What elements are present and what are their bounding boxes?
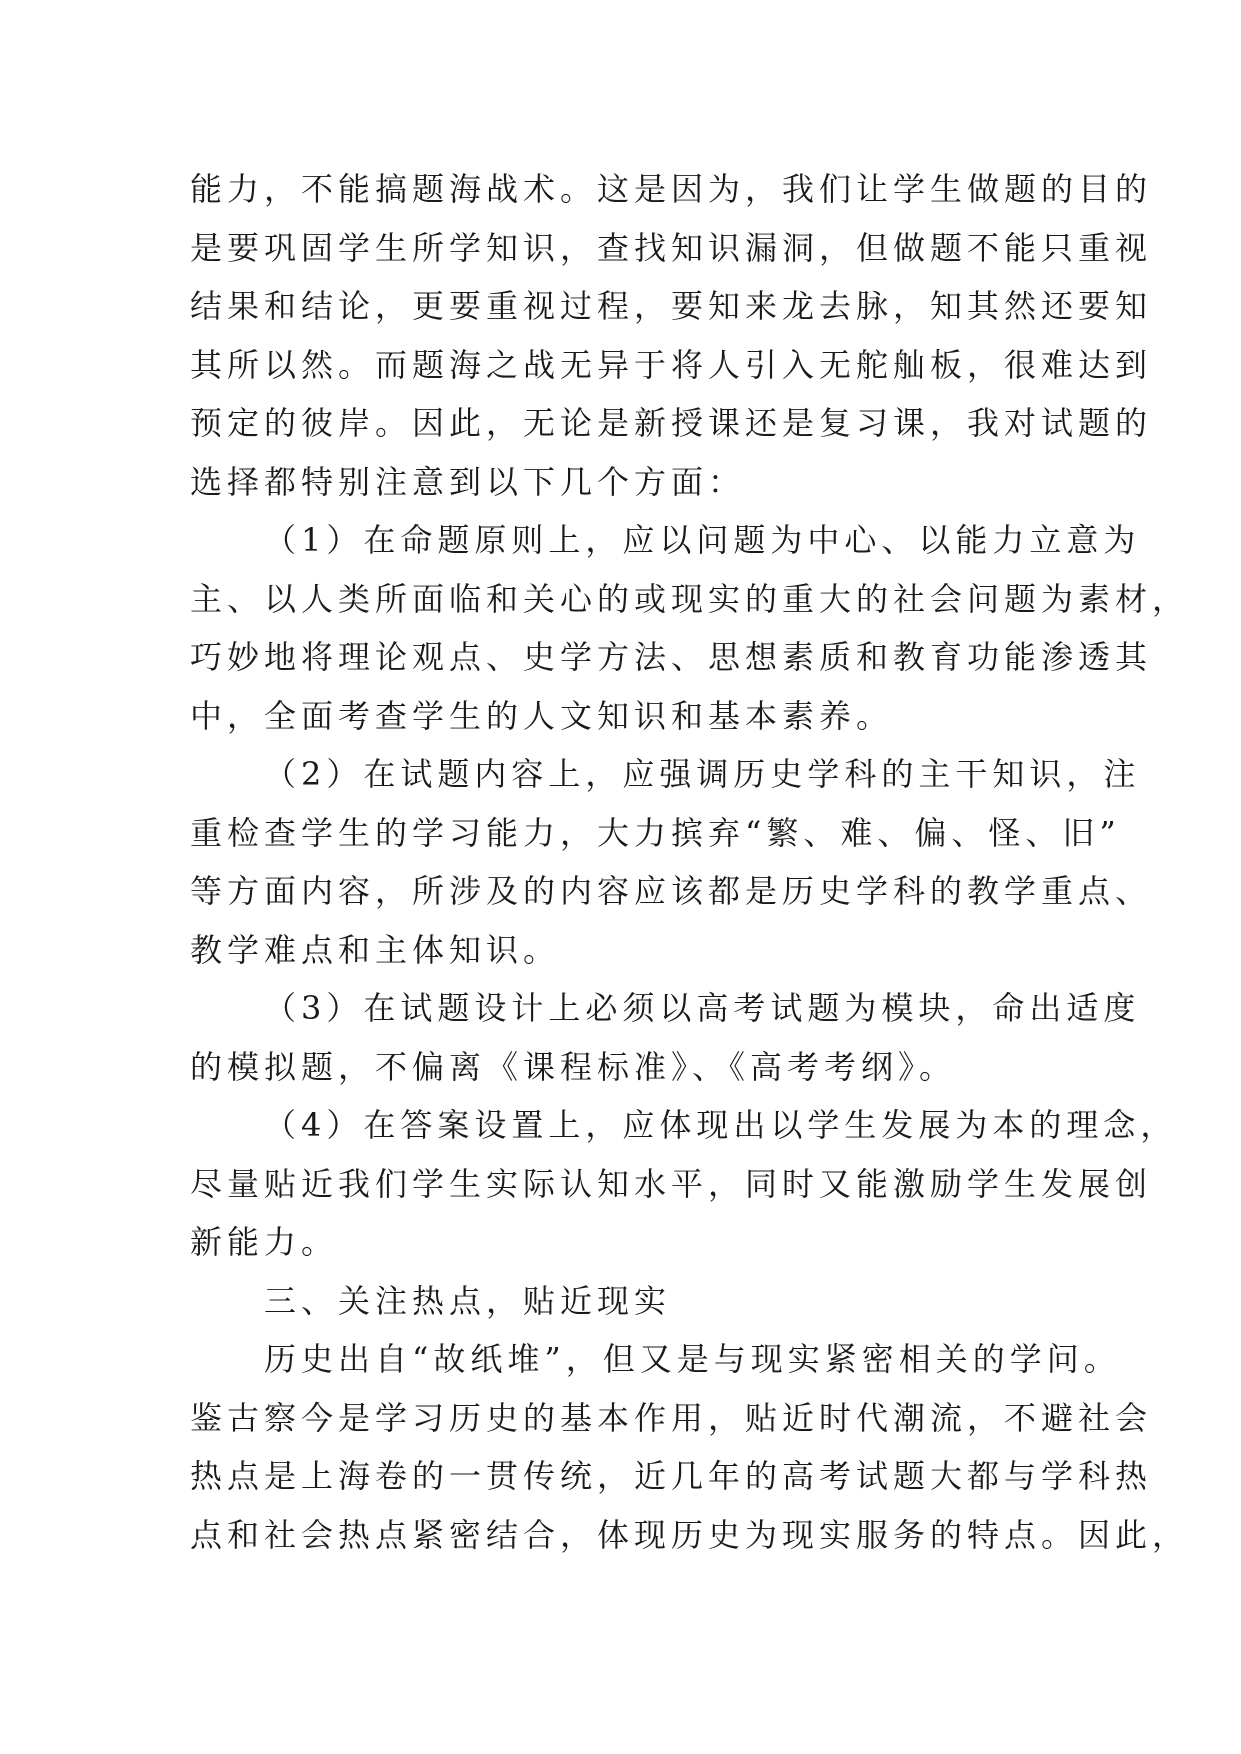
text-line: 巧妙地将理论观点、史学方法、思想素质和教育功能渗透其 (190, 638, 1153, 676)
text-line: 是要巩固学生所学知识，查找知识漏洞，但做题不能只重视 (190, 228, 1153, 267)
text-line: 热点是上海卷的一贯传统，近几年的高考试题大都与学科热 (190, 1457, 1153, 1495)
text-line: （1）在命题原则上，应以问题为中心、以能力立意为 (264, 521, 1141, 559)
text-line: 鉴古察今是学习历史的基本作用，贴近时代潮流，不避社会 (190, 1398, 1153, 1437)
text-line: （4）在答案设置上，应体现出以学生发展为本的理念， (264, 1106, 1178, 1144)
text-line: 预定的彼岸。因此，无论是新授课还是复习课，我对试题的 (190, 404, 1153, 442)
body-text (190, 160, 1190, 1564)
text-line: 尽量贴近我们学生实际认知水平，同时又能激励学生发展创 (190, 1164, 1153, 1203)
section-heading: 三、关注热点，贴近现实 (264, 1281, 672, 1320)
text-line: 等方面内容，所涉及的内容应该都是历史学科的教学重点、 (190, 872, 1153, 910)
text-line: 能力，不能搞题海战术。这是因为，我们让学生做题的目的 (190, 170, 1153, 208)
text-line: 结果和结论，更要重视过程，要知来龙去脉，知其然还要知 (190, 287, 1153, 325)
text-line: 教学难点和主体知识。 (190, 930, 561, 969)
text-line: （3）在试题设计上必须以高考试题为模块，命出适度 (264, 989, 1141, 1027)
text-line: 点和社会热点紧密结合，体现历史为现实服务的特点。因此， (190, 1515, 1190, 1554)
text-line: 新能力。 (190, 1223, 339, 1261)
text-line: （2）在试题内容上，应强调历史学科的主干知识，注 (264, 755, 1141, 793)
text-line: 其所以然。而题海之战无异于将人引入无舵舢板，很难达到 (190, 345, 1153, 384)
text-line: 重检查学生的学习能力，大力摈弃“繁、难、偏、怪、旧” (190, 813, 1121, 852)
text-line: 历史出自“故纸堆”，但又是与现实紧密相关的学问。 (264, 1340, 1121, 1378)
text-line: 主、以人类所面临和关心的或现实的重大的社会问题为素材， (190, 579, 1190, 618)
text-line: 的模拟题，不偏离《课程标准》、《高考考纲》。 (190, 1047, 957, 1086)
text-line: 选择都特别注意到以下几个方面： (190, 462, 746, 501)
text-line: 中，全面考查学生的人文知识和基本素养。 (190, 696, 894, 735)
